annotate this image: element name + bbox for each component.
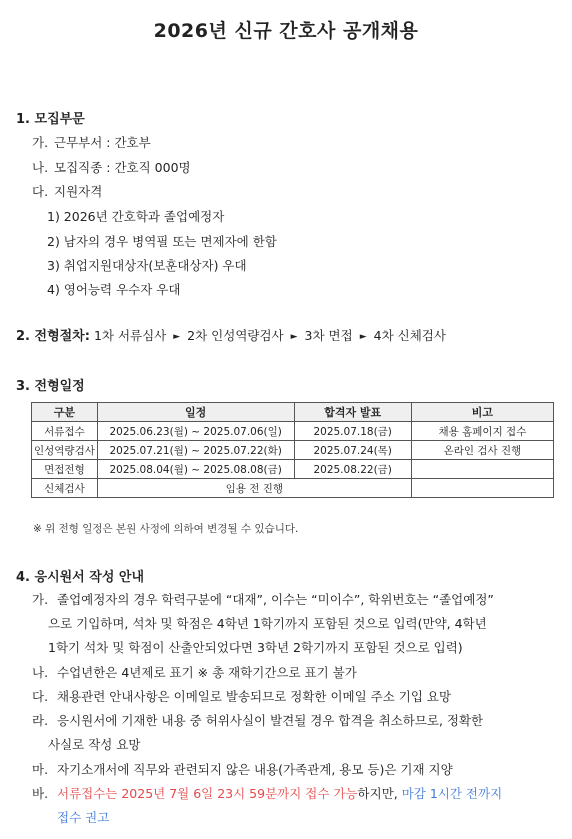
process-step: 3차 면접	[304, 328, 353, 343]
arrow-right-icon: ►	[290, 332, 298, 342]
deadline-warning-text: 서류접수는 2025년 7월 6일 23시 59분까지 접수 가능	[57, 786, 358, 801]
process-step: 2차 인성역량검사	[187, 328, 284, 343]
table-cell: 2025.06.23(월) ~ 2025.07.06(일)	[97, 422, 294, 441]
s4-item-ra	[32, 711, 562, 756]
arrow-right-icon: ►	[359, 332, 367, 342]
s4-ma-mark: 마.	[32, 762, 49, 777]
s4-ma-text: 자기소개서에 직무와 관련되지 않은 내용(가족관계, 용모 등)은 기재 지양	[57, 762, 453, 777]
recommendation-text: 마감 1시간 전까지	[401, 786, 503, 801]
table-cell	[411, 460, 553, 479]
s1-item-ga	[32, 133, 151, 151]
table-cell: 온라인 검사 진행	[411, 441, 553, 460]
qualification-item: 4) 영어능력 우수자 우대	[47, 282, 181, 297]
section-3-heading: 3. 전형일정	[16, 379, 85, 394]
s1-ga-mark: 가.	[32, 135, 49, 150]
qualification-item: 1) 2026년 간호학과 졸업예정자	[47, 209, 225, 224]
table-row	[32, 441, 554, 460]
s1-na-mark: 나.	[32, 160, 49, 175]
s4-ga-line: 1학기 석차 및 학점이 산출안되었다면 3학년 2학기까지 포함된 것으로 입력)	[48, 640, 463, 655]
process-step: 1차 서류심사	[93, 328, 167, 343]
s1-item-da	[32, 182, 102, 200]
s4-ba-mid: 하지만,	[357, 786, 402, 801]
qualification-item: 2) 남자의 경우 병역필 또는 면제자에 한함	[47, 234, 277, 249]
s4-item-ba	[32, 784, 562, 829]
header-cell: 일정	[97, 403, 294, 422]
s4-item-ma	[32, 760, 562, 780]
section-4-heading: 4. 응시원서 작성 안내	[16, 570, 145, 585]
section-2-process	[16, 325, 446, 344]
qualification-item: 3) 취업지원대상자(보훈대상자) 우대	[47, 258, 247, 273]
s4-na-mark: 나.	[32, 665, 49, 680]
table-cell: 2025.07.18(금)	[294, 422, 411, 441]
s4-ra-line: 사실로 작성 요망	[48, 737, 141, 752]
table-cell: 채용 홈페이지 접수	[411, 422, 553, 441]
s4-ba-line	[57, 784, 502, 802]
s4-ga-line: 졸업예정자의 경우 학력구분에 “대재”, 이수는 “미이수”, 학위번호는 “졸업예정”	[57, 592, 494, 607]
s1-da-mark: 다.	[32, 184, 49, 199]
table-cell: 2025.08.22(금)	[294, 460, 411, 479]
header-cell: 비고	[411, 403, 553, 422]
s4-ga-mark: 가.	[32, 592, 49, 607]
s4-na-text: 수업년한은 4년제로 표기 ※ 총 재학기간으로 표기 불가	[57, 665, 357, 680]
process-step: 4차 신체검사	[373, 328, 446, 343]
section-2-heading: 2. 전형절차:	[16, 329, 90, 344]
table-row	[32, 479, 554, 498]
s1-ga-text: 근무부서 : 간호부	[54, 135, 151, 150]
schedule-note: ※ 위 전형 일정은 본원 사정에 의하여 변경될 수 있습니다.	[33, 523, 299, 535]
table-cell: 임용 전 진행	[97, 479, 411, 498]
s4-ra-mark: 라.	[32, 713, 49, 728]
schedule-table	[31, 402, 554, 498]
s4-da-mark: 다.	[32, 689, 49, 704]
header-cell: 합격자 발표	[294, 403, 411, 422]
table-cell: 서류접수	[32, 422, 98, 441]
s1-item-na	[32, 158, 191, 176]
s1-da-text: 지원자격	[54, 184, 103, 199]
s4-da-text: 채용관련 안내사항은 이메일로 발송되므로 정확한 이메일 주소 기입 요망	[57, 689, 452, 704]
recommendation-text-cont: 접수 권고	[57, 810, 110, 825]
table-cell: 2025.08.04(월) ~ 2025.08.08(금)	[97, 460, 294, 479]
header-cell: 구분	[32, 403, 98, 422]
table-cell	[411, 479, 553, 498]
s1-na-text: 모집직종 : 간호직 000명	[54, 160, 191, 175]
table-cell: 2025.07.21(월) ~ 2025.07.22(화)	[97, 441, 294, 460]
table-cell: 면접전형	[32, 460, 98, 479]
s4-item-na	[32, 663, 562, 683]
s4-ba-mark: 바.	[32, 786, 49, 801]
s4-ra-line: 응시원서에 기재한 내용 중 허위사실이 발견될 경우 합격을 취소하므로, 정확한	[57, 713, 484, 728]
s4-ga-line: 으로 기입하며, 석차 및 학점은 4학년 1학기까지 포함된 것으로 입력(만약, 4학년	[48, 616, 487, 631]
s4-item-ga	[32, 590, 562, 660]
table-row	[32, 422, 554, 441]
arrow-right-icon: ►	[173, 332, 181, 342]
page-title: 2026년 신규 간호사 공개채용	[153, 20, 419, 42]
table-cell: 2025.07.24(목)	[294, 441, 411, 460]
s4-item-da	[32, 687, 562, 707]
table-cell: 인성역량검사	[32, 441, 98, 460]
table-cell: 신체검사	[32, 479, 98, 498]
table-row	[32, 460, 554, 479]
table-header-row	[32, 403, 554, 422]
section-1-heading: 1. 모집부문	[16, 112, 85, 127]
